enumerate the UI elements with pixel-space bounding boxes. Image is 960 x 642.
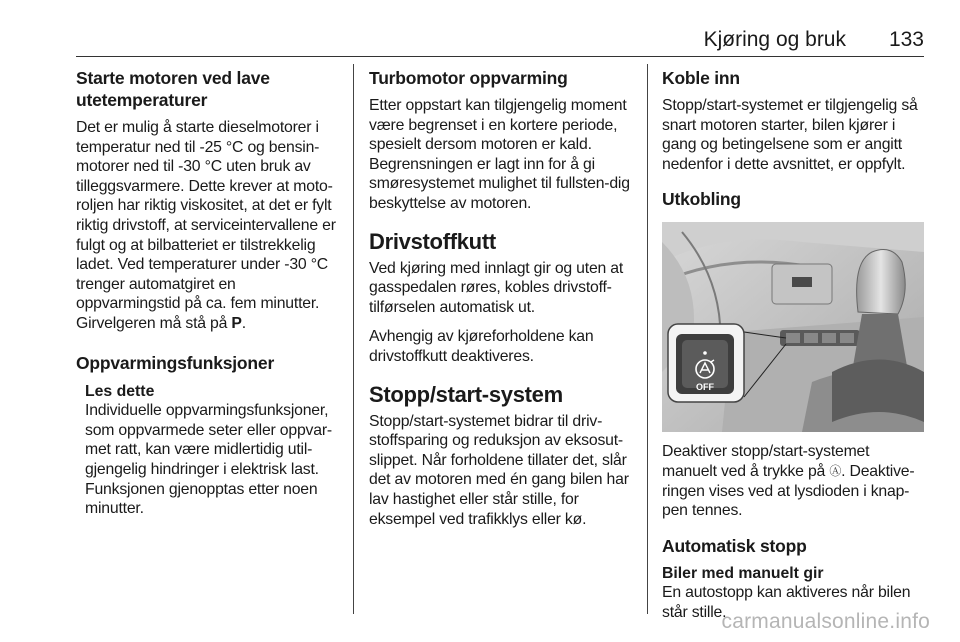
section-heading-auto-stop: Automatisk stopp [662, 535, 807, 556]
note-text: Individuelle oppvarmingsfunksjoner, som oppvarmede seter eller oppvar-met ratt, kan være midlertidig util-gjengelig hindringer i elektrisk last. Funksjonen gjenopptas etter noen minutter. [85, 402, 332, 518]
console-illustration [662, 222, 924, 432]
section-heading-stop-start: Stopp/start-system [369, 381, 563, 407]
section-heading-turbo-warmup: Turbomotor oppvarming [369, 68, 568, 88]
page-header [76, 28, 924, 58]
column-3 [662, 67, 924, 623]
stop-start-button-illustration [662, 222, 924, 432]
paragraph-activate: Stopp/start-systemet er tilgjengelig så snart motoren starter, bilen kjører i gang og betingelsene som er angitt nedenfor i dette avsnittet, er oppfylt. [662, 97, 918, 173]
header-rule [76, 56, 924, 57]
paragraph-cold-start: Det er mulig å starte dieselmotorer i temperatur ned til -25 °C og bensin-motorer ned til -30 °C uten bruk av tilleggsvarmere. Dette krever at moto-roljen har riktig viskositet, at det er fylt riktig drivstoff, at serviceintervallene er fulgt og at bilbatteriet er tilstrekkelig ladet. Ved temperaturer under -30 °C trenger automatgiret en oppvarmingstid på ca. fem minutter. Girvelgeren må stå på P. [76, 119, 336, 332]
page-number: 133 [888, 28, 924, 51]
column-1 [76, 67, 344, 519]
stop-start-off-icon: Ⓐ [829, 463, 842, 478]
column-divider-1 [353, 64, 354, 614]
section-heading-activate: Koble inn [662, 68, 740, 88]
heading-line: Starte motoren ved lave [76, 68, 270, 88]
paragraph-deactivate: Deaktiver stopp/start-systemet manuelt ved å trykke på Ⓐ. Deaktive-ringen vises ved at lysdioden i knap-pen tennes. [662, 443, 915, 520]
note-box [85, 382, 344, 519]
column-divider-2 [647, 64, 648, 614]
off-button-label: OFF [696, 382, 714, 393]
paragraph-stop-start: Stopp/start-systemet bidrar til driv-stoffsparing og reduksjon av eksosut-slippet. Når forholdene tillater det, slår det av motoren med én gang bilen har lav hastighet eller står stille, for eksempel ved trafikklys eller kø. [369, 412, 629, 528]
paragraph-turbo-warmup: Etter oppstart kan tilgjengelig moment være begrenset i en kortere periode, spesielt dersom motoren er kald. Begrensningen er lagt inn for å gi smøresystemet mulighet til fullsten-dig beskyttelse av motoren. [369, 97, 630, 212]
subheading-manual-gearbox: Biler med manuelt gir [662, 564, 824, 582]
heading-line: utetemperaturer [76, 90, 208, 110]
section-heading-cold-start [76, 67, 344, 111]
section-heading-deactivate: Utkobling [662, 189, 741, 210]
section-heading-heating-functions: Oppvarmingsfunksjoner [76, 352, 275, 373]
paragraph-fuel-cutoff-1: Ved kjøring med innlagt gir og uten at gasspedalen røres, kobles drivstoff-tilførselen automatisk ut. [369, 259, 624, 316]
paragraph-auto-stop: En autostopp kan aktiveres når bilen står stille. [662, 584, 911, 621]
column-2 [369, 67, 631, 529]
gear-position-p: P [231, 314, 242, 332]
paragraph-fuel-cutoff-2: Avhengig av kjøreforholdene kan drivstoffkutt deaktiveres. [369, 328, 594, 365]
section-heading-fuel-cutoff: Drivstoffkutt [369, 228, 496, 254]
watermark: carmanualsonline.info [721, 610, 930, 633]
note-title: Les dette [85, 382, 155, 400]
page-header-title: Kjøring og bruk [703, 28, 846, 51]
